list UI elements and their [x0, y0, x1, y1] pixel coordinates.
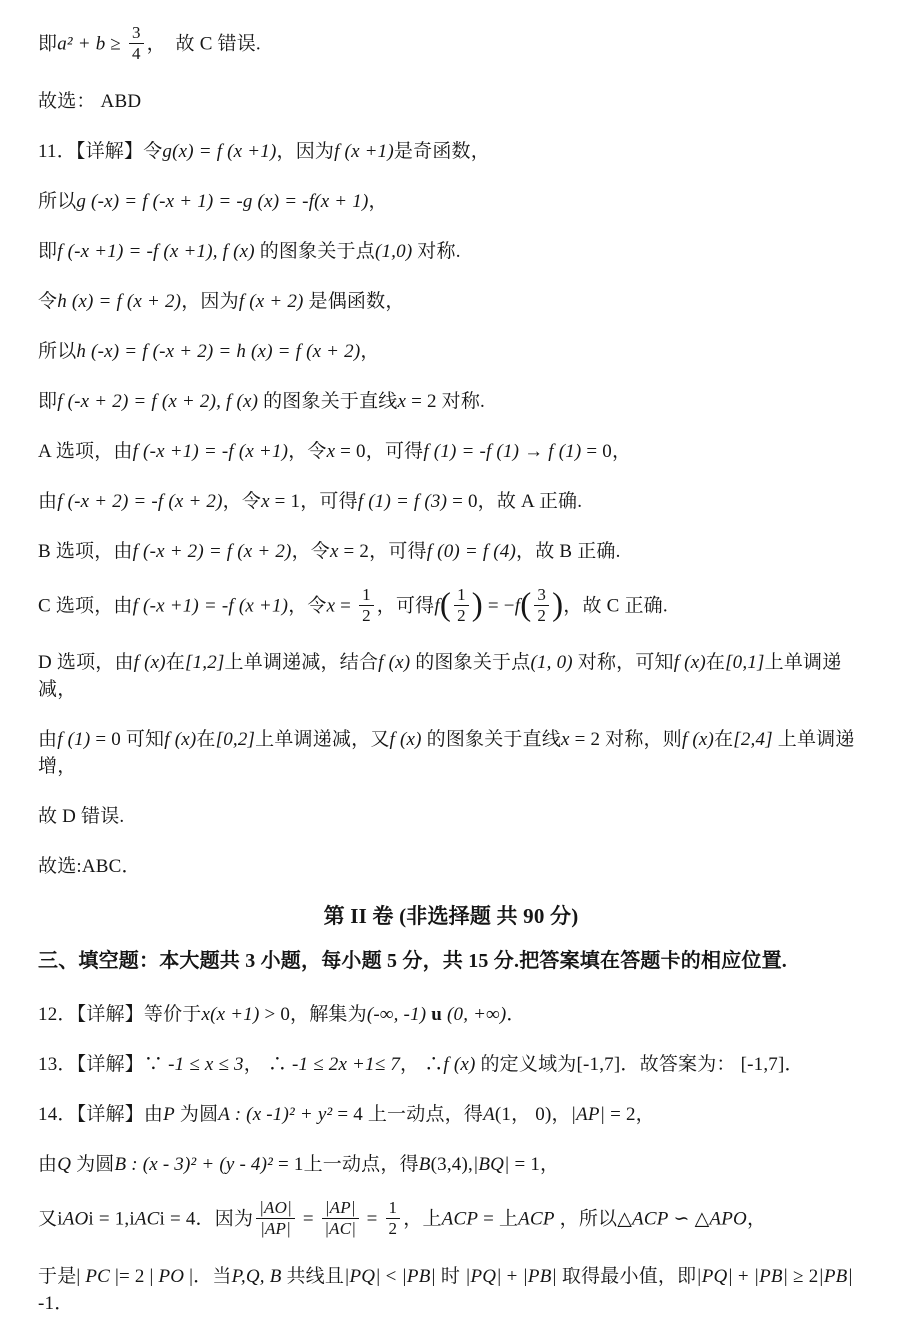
text-run: + [732, 1266, 754, 1288]
text-run: = 0 可知 [90, 729, 165, 751]
text-run: = 0，可得 [335, 440, 424, 462]
text-run: 上单调递增， [38, 729, 855, 778]
math-text: A [483, 1104, 495, 1126]
math-text: h (-x) = f (-x + 2) = h (x) = f (x + 2) [76, 340, 361, 362]
text-run: ，可得 [376, 595, 435, 617]
math-text: PC [85, 1266, 111, 1288]
line-q11-step2 [38, 188, 864, 215]
math-text: f (x) [681, 729, 715, 751]
text-run: = 2，可得 [338, 540, 427, 562]
line-section2-title [38, 903, 864, 930]
math-text: f (-x +1) = -f (x +1), f (x) [57, 240, 255, 262]
text-run: (3,4), [430, 1154, 473, 1176]
math-text: P,Q, B [231, 1266, 282, 1288]
text-run: 为圆 [71, 1154, 115, 1176]
document-body [38, 23, 864, 1317]
text-run: = 4 上一动点，得 [332, 1104, 484, 1126]
text-run: 的定义域为[-1,7]．故答案为： [-1,7]． [475, 1054, 804, 1076]
text-run: ，故 B 正确. [516, 540, 621, 562]
math-text: f (x + 2) [238, 290, 304, 312]
line-q11-option-c: C 选项，由f (-x +1) = -f (x +1)，令x = $\frac{1}{2}$ ，可得f( $\frac{1}{2}$ ) = −f( $\frac{3}{2}$ )，故 C 正确. [38, 584, 668, 625]
line-q11-step1 [38, 138, 864, 165]
math-text: f (1) [57, 729, 91, 751]
text-run: 是奇函数， [393, 140, 490, 162]
math-text: f (-x + 2) = f (x + 2) [132, 540, 292, 562]
math-text: f (1) = -f (1) → f (1) [423, 440, 582, 462]
text-run: 第 II 卷 (非选择题 共 90 分) [323, 904, 579, 929]
math-text: f (x) [378, 652, 411, 674]
text-run: 共线且 [281, 1266, 345, 1288]
fraction: $\frac{|AO|}{|AP|}$ [256, 1199, 295, 1238]
math-text: x [261, 490, 270, 512]
text-run: ． [506, 1004, 526, 1026]
text-run: i = 1,i [88, 1209, 135, 1231]
text-run: 在 [196, 729, 216, 751]
line-q11-step5 [38, 338, 864, 365]
line-q11-option-d2 [38, 726, 864, 780]
text-run: = [335, 595, 357, 617]
text-run: 13．【详解】∵ [38, 1054, 169, 1076]
text-run: = 1， [509, 1154, 560, 1176]
text-run: 三、填空题：本大题共 3 小题，每小题 5 分，共 15 分.把答案填在答题卡的相应位置. [38, 950, 787, 973]
text-run: 11．【详解】令 [38, 140, 163, 162]
math-text: |PB| [522, 1266, 557, 1288]
math-text: |PQ| [344, 1266, 381, 1288]
text-run: ∽ △ [668, 1209, 710, 1231]
line-q10-step-c [38, 23, 864, 65]
text-run: ， [746, 1209, 767, 1231]
math-text: ACP [632, 1209, 669, 1231]
text-run: 上单调递减，又 [255, 729, 390, 751]
text-run: + [501, 1266, 523, 1288]
text-run: = [361, 1209, 383, 1231]
text-run: = − [482, 595, 515, 617]
text-run: > 0，解集为 [259, 1004, 367, 1026]
math-text: -1 ≤ x ≤ 3 [168, 1054, 244, 1076]
math-text: AC [134, 1209, 160, 1231]
text-run: u [431, 1004, 443, 1026]
text-run: 上单调递减， [38, 652, 842, 701]
text-run: 故选:ABC． [38, 856, 141, 878]
text-run: 所以 [38, 190, 77, 212]
text-run: 的图象关于直线 [258, 390, 398, 412]
math-text: [1,2] [185, 652, 225, 674]
text-run: 的图象关于直线 [421, 729, 562, 751]
text-run: -1． [38, 1293, 74, 1315]
text-run: 的图象关于点 [254, 240, 375, 262]
math-text: f [434, 595, 440, 617]
math-text: g (-x) = f (-x + 1) = -g (x) = -f(x + 1) [76, 190, 369, 212]
text-run: A 选项，由 [38, 440, 133, 462]
math-text: (0, +∞) [447, 1004, 507, 1026]
text-run: 所以 [38, 340, 77, 362]
text-run: ， ∴ [400, 1054, 444, 1076]
text-run: 12．【详解】等价于 [38, 1004, 202, 1026]
text-run: = 上 [478, 1209, 519, 1231]
math-text: [2,4] [733, 729, 773, 751]
math-text: f (x) [443, 1054, 476, 1076]
text-run: |．当 [184, 1266, 232, 1288]
math-text: f (-x +1) = -f (x +1) [132, 595, 289, 617]
text-run: 对称，可知 [572, 652, 674, 674]
text-run: ，故 C 正确. [563, 595, 668, 617]
math-text: x [561, 729, 570, 751]
math-text: P [163, 1104, 175, 1126]
line-q14-step3 [38, 1198, 864, 1240]
text-run: 在 [714, 729, 734, 751]
text-run: ，上 [403, 1209, 442, 1231]
text-run: = 0，故 A 正确. [447, 490, 583, 512]
text-run: D 选项，由 [38, 652, 134, 674]
text-run: 即 [38, 390, 58, 412]
math-text: f (-x +1) = -f (x +1) [132, 440, 289, 462]
text-run: ， [360, 340, 380, 362]
math-text: x [326, 595, 336, 617]
math-text: f (x) [673, 652, 706, 674]
line-q11-option-d1 [38, 649, 864, 703]
math-text: f (x) [389, 729, 422, 751]
text-run: 对称. [412, 240, 461, 262]
text-run: < [380, 1266, 402, 1288]
math-text: |BQ| [472, 1154, 510, 1176]
math-text: (1,0) [374, 240, 413, 262]
text-run: ，令 [288, 595, 327, 617]
text-run: (1， 0)， [494, 1104, 571, 1126]
math-text: f (-x + 2) = f (x + 2), f (x) [57, 390, 259, 412]
text-run: 取得最小值，即 [556, 1266, 697, 1288]
math-text: f (0) = f (4) [426, 540, 517, 562]
text-run: = 2 对称. [406, 390, 485, 412]
fraction: $\frac{1}{2}$ [454, 586, 469, 625]
text-run: ，因为 [181, 290, 239, 312]
math-text: x [397, 390, 407, 412]
math-text: x [326, 440, 336, 462]
text-run: 为圆 [174, 1104, 219, 1126]
text-run: |= 2 | [110, 1266, 159, 1288]
fraction: $\frac{3}{2}$ [534, 586, 549, 625]
math-text: f (x +1) [334, 140, 394, 162]
math-text: APO [709, 1209, 747, 1231]
text-run: 在 [165, 652, 185, 674]
line-q10-answer [38, 88, 864, 115]
math-text: -1 ≤ 2x +1≤ 7 [292, 1054, 401, 1076]
math-text: |PQ| [696, 1266, 733, 1288]
text-run: ，令 [222, 490, 262, 512]
text-run: = [297, 1209, 319, 1231]
math-text: f (-x + 2) = -f (x + 2) [57, 490, 223, 512]
text-run: 由 [38, 1154, 58, 1176]
math-text: (-∞, -1) [366, 1004, 427, 1026]
math-text: PO [158, 1266, 185, 1288]
text-run: 令 [38, 290, 58, 312]
math-text: |PB| [401, 1266, 436, 1288]
text-run: B 选项，由 [38, 540, 133, 562]
text-run: 又i [38, 1209, 63, 1231]
text-run: 上单调递减，结合 [224, 652, 379, 674]
math-text: ACP [518, 1209, 555, 1231]
text-run: i = 4．因为 [159, 1209, 254, 1231]
math-text: [0,2] [215, 729, 256, 751]
text-run: ，令 [291, 540, 330, 562]
math-text: |PB| [818, 1266, 853, 1288]
math-text: B : (x - 3)² + (y - 4)² [114, 1154, 274, 1176]
math-text: |PB| [753, 1266, 789, 1288]
text-run: ，令 [288, 440, 327, 462]
line-q14-step2 [38, 1151, 864, 1178]
text-run: = 1，可得 [269, 490, 358, 512]
line-q11-step4 [38, 288, 864, 315]
line-q11-step3 [38, 238, 864, 265]
math-text: (1, 0) [530, 652, 573, 674]
fraction: $\frac{1}{2}$ [386, 1199, 401, 1238]
text-run: 由 [38, 490, 58, 512]
math-text: |PQ| [465, 1266, 502, 1288]
math-text: f (1) = f (3) [357, 490, 448, 512]
text-run: 即 [38, 33, 58, 55]
line-q11-option-d3 [38, 803, 864, 830]
math-text: |AP| [570, 1104, 606, 1126]
math-text: ACP [441, 1209, 479, 1231]
fraction: $\frac{1}{2}$ [359, 586, 374, 625]
line-q11-step6 [38, 388, 864, 415]
math-text: x(x +1) [201, 1004, 260, 1026]
line-q11-option-b [38, 538, 864, 565]
text-run: 即 [38, 240, 58, 262]
math-text: h (x) = f (x + 2) [57, 290, 182, 312]
text-run: 故选： ABD [38, 90, 142, 112]
line-q11-option-a2 [38, 488, 864, 515]
text-run: 于是| [38, 1266, 86, 1288]
line-q11-option-a1 [38, 438, 864, 465]
text-run: 在 [705, 652, 726, 674]
text-run: 是偶函数， [303, 290, 405, 312]
text-run: ≥ [105, 33, 126, 55]
line-q14-step4 [38, 1263, 864, 1317]
text-run: ， [368, 190, 388, 212]
math-text: g(x) = f (x +1) [162, 140, 277, 162]
text-run: = 0， [581, 440, 632, 462]
text-run: = 2， [605, 1104, 655, 1126]
math-text: f (x) [133, 652, 166, 674]
text-run: = 1上一动点，得 [273, 1154, 419, 1176]
math-text: f (x) [164, 729, 197, 751]
line-fill-in-blanks-header [38, 948, 864, 975]
math-text: a² + b [57, 33, 106, 55]
text-run: ， 故 C 错误. [146, 33, 261, 55]
line-q11-answer [38, 853, 864, 880]
text-run: ，所以△ [554, 1209, 633, 1231]
text-run: 故 D 错误. [38, 806, 125, 828]
text-run: ≥ 2 [788, 1266, 819, 1288]
math-text: x [329, 540, 339, 562]
line-q14-step1 [38, 1101, 864, 1128]
math-text: AO [62, 1209, 89, 1231]
math-text: f [514, 595, 521, 617]
math-text: [0,1] [725, 652, 765, 674]
fraction: $\frac{|AP|}{|AC|}$ [322, 1199, 359, 1238]
math-text: Q [57, 1154, 72, 1176]
math-text: A : (x -1)² + y² [218, 1104, 333, 1126]
text-run: 由 [38, 729, 58, 751]
text-run: 时 [435, 1266, 466, 1288]
text-run: ， ∴ [243, 1054, 292, 1076]
line-q12-solution [38, 1001, 864, 1028]
fraction: $\frac{3}{4}$ [129, 24, 144, 63]
text-run: = 2 对称，则 [569, 729, 682, 751]
text-run: C 选项，由 [38, 595, 133, 617]
text-run: ，因为 [276, 140, 335, 162]
line-q13-solution [38, 1051, 864, 1078]
math-text: B [418, 1154, 431, 1176]
text-run: 的图象关于点 [410, 652, 531, 674]
text-run: 14．【详解】由 [38, 1104, 164, 1126]
